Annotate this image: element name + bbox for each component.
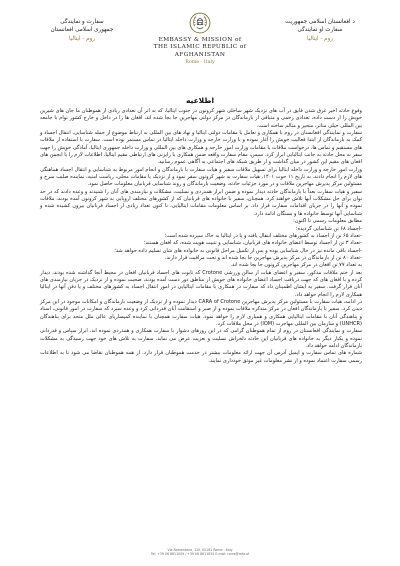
letterhead-left-line2: جمهوری اسلامی افغانستان [50, 27, 114, 34]
letterhead-right-city: روم - ایتالیا [306, 35, 334, 42]
body-paragraph: بعد از ختم ملاقات مذکور، سفیر و اعضای هیات از سالن ورزشی Crotone که تابوت های اجساد قربانیان افغان در محیط آنجا گذاشته شده بودند، دیدار کرده و با افغان های که جهت دریافت اجساد اعضای خانواده های خویش از مناطق دور دست آمده بودند، صحبت نموده و از نزدیک در جریان نیازمندی های آنان قرار گرفت. سفیر به ایشان اطمینان داد که سفارت در همکاری با مقامات ایتالیایی در امور انتقال اجساد به کشورهای مختلف و یا دفن آنها در ایتالیا همکاری لازم را انجام خواهد داد. [40, 269, 363, 298]
body-paragraph: در ادامه، هیات سفارت با مسئولین مرکز پذیرش مهاجرین CARA of Crotone دیدار نموده و از نزدیک از وضعیت بازماندگان و امکانات موجود در این مرکز دیدن کرد. سفیر با بازماندگان افغان در مرکز متذکره ملاقات نموده و از صبر و استقامت آنان قدردانی کرد و وعده سپرد که سفارت در امور قانونی، اسناد و پناهندگی آنان با مقامات ایتالیایی همکاری و همیاری لازم را خواهد نمود. هیات سفارت همچنان با نماینده کمیساریای عالی ملل متحد برای پناهندگان (UNHCR) و سازمان بین المللی مهاجرت (IOM) در محل ملاقات کرد. [40, 298, 362, 327]
letterhead-left-line1: سفارت و نمایندگی [60, 19, 104, 25]
page-footer [0, 548, 400, 557]
letterhead-left [34, 18, 130, 43]
letterhead-en-line2: THE ISLAMIC REPUBLIC of AFGHANISTAN [153, 44, 247, 58]
body-paragraph: وزارت امور خارجه و وزارت داخله ایتالیا برای تسهیل ملاقات سفیر و هیات سفارت با بازماندگان و انجام امور مربوط به شناسایی و انتقال اجساد هماهنگی های لازم را انجام دادند. به تاریخ ۱۱ حوت ۱۴۰۱، هیات سفارت به شهر کروتون سفر نمود و از نزدیک با مقامات محلی، ریاست امنیه، نماینده صلیب سرخ و مسئولین مرکز پذیرش مهاجرین ملاقات و در مورد جزئیات حادثه، وضعیت بازماندگان و روند شناسایی قربانیان معلومات حاصل نمود. [40, 166, 363, 188]
letterhead-left-city: روم - ایتالیا [68, 35, 96, 42]
letterhead-center [142, 12, 258, 66]
body-paragraph: به تعداد ۷۷ تن افغان در مرکز مهاجرین کروتون جا بجا شده اند. [230, 262, 362, 269]
body-paragraph: شماره های تماس سفارت و ایمیل آدرس آن جهت ارائه معلومات بیشتر در خدمت هموطنان قرار دارد. از همه هموطنان تقاضا می شود تا به اطلاعات رسمی سفارت اعتماد نموده و از نشر معلومات غیر موثق خودداری نمایند. [40, 350, 362, 364]
letterhead-en-line1: EMBASSY & MISSION of [158, 37, 242, 43]
list-item: -اجساد ۶۸ تن شناسایی گردیده؛ [295, 225, 362, 232]
list-item: -تعداد ۶۵ تن از اجساد به کشورهای مختلف انتقال یافته و یا در ایتالیا به خاک سپرده شده است؛ [164, 232, 362, 239]
announcement-body [40, 108, 362, 365]
body-paragraph: وقوع حادثه اخیر غرق شدن قایق در آب های نزدیک شهر ساحلی شهر کروتون در جنوب ایتالیا، که به اثر آن تعدادی زیادی از هموطنان ما جان های شیرین خویش را از دست داده، تعدادی زخمی و مثباقی از بازماندگان در مرکز دولتی مهاجرین جا بجا شده اند، افغان ها را در داخل و خارج کشور توام با جامعه بین المللی خیلی متاثر، متحیر و متالم ساخته است. [40, 108, 362, 129]
body-paragraph: سفارت و نمایندگی افغانستان در روم با همکاری و تعامل با مقامات دولتی ایتالیا و نهاد های بین المللی به ارتباط موضوع از جمله شناسایی، انتقال اجساد و کمک به بازماندگان از ابتدا فعالیت خویش را آغاز نموده و با وزارت خارجه و وزارت داخله ایتالیا در تماس مستمر بوده است. سفارت با استفاده از ملاقات های مستقیم و تماس ها، درخواست ملاقات با مقامات وزارت امور خارجه و همکاری های بین المللی و وزارت داخله جمهوری ایتالیا، آمادگی خویش را جهت سفر به محل حادثه به جانب ایتالیایی ابراز کرد. سپس، مقام سفارت واقعه ضمن همکاری با رایزنی های ارتباطی مقیم ایتالیا، اطلاعات لازم را با انجمن های افغان های مقیم این کشور در میان گذاشت و از طریق شبکه های اجتماعی به آگاهی عموم رسانید. [40, 130, 362, 166]
list-item: -تعداد ۸۰ تن از بازماندگان در مرکز پذیرش مهاجرین جا بجا شده اند و تحت مراقبت قرار دارند. [164, 254, 362, 261]
list-item: -تعداد ۳ تن از اجساد توسط اعضای خانواده های قربانیان، شناسایی و تثبیت هویت شده، که افغان هستند؛ [143, 240, 362, 247]
letterhead-right-line1: د افغانستان اسلامی جمهوریت [285, 19, 355, 25]
page-title: اطلاعیه [185, 96, 215, 105]
footer-address: Via Nomentana, 120, 00161 Rome - Italy [167, 548, 233, 552]
list-item: -اجساد باقی مانده نیز در حال شناسایی بوده و پس از تکمیل مراحل قانونی به خانواده های شان تسلیم داده خواهد شد؛ [114, 247, 362, 254]
letterhead-right-line2: سفارت او نمایندگی [297, 27, 343, 34]
letterhead-en-city: Rome - Italy [185, 60, 215, 66]
footer-contact: Tel: +39 06 8611009 / +39 06 8611834 E-mail: rome@mfa.af [150, 552, 250, 557]
letterhead-right [272, 18, 368, 43]
body-paragraph: مطابق معلومات رسمی تا اکنون: [293, 218, 362, 225]
letterhead [0, 0, 400, 78]
national-emblem-icon [189, 12, 211, 34]
body-paragraph: سفیر و هیات سفارت بعداً با بازماندگان حادثه دیدار نموده و ضمن ابراز همدردی و تسلیت، مشکلات و نیازمندی های آنان را شنیدند و وعده دادند که در حد توان برای حل مشکلات آنها تلاش خواهند کرد. همچنان، سفیر با خانواده های قربانیان که از کشورهای مختلف اروپایی به شهر کروتون آمده بودند، ملاقات نموده و آنها را در جریان اقدامات سفارت قرار داد. بر اساس معلومات مقامات ایتالیایی، تا کنون تعداد زیادی از اجساد قربانیان بیرون کشیده شده و شناسایی آنها توسط خانواده ها و بستگان ادامه دارد. [40, 188, 362, 217]
body-paragraph: سفارت و نمایندگی افغانستان در روم از تمام هموطنان گرامی که در این روزهای دشوار با سفارت همکاری و همدردی نموده اند، ابراز سپاس و قدردانی نموده و یکبار دیگر به خانواده های قربانیان این حادثه دلخراش تسلیت و تعزیت عرض می نماید. سفارت به تلاش های خود جهت رسیدگی به مشکلات بازماندگان ادامه خواهد داد. [40, 328, 362, 349]
